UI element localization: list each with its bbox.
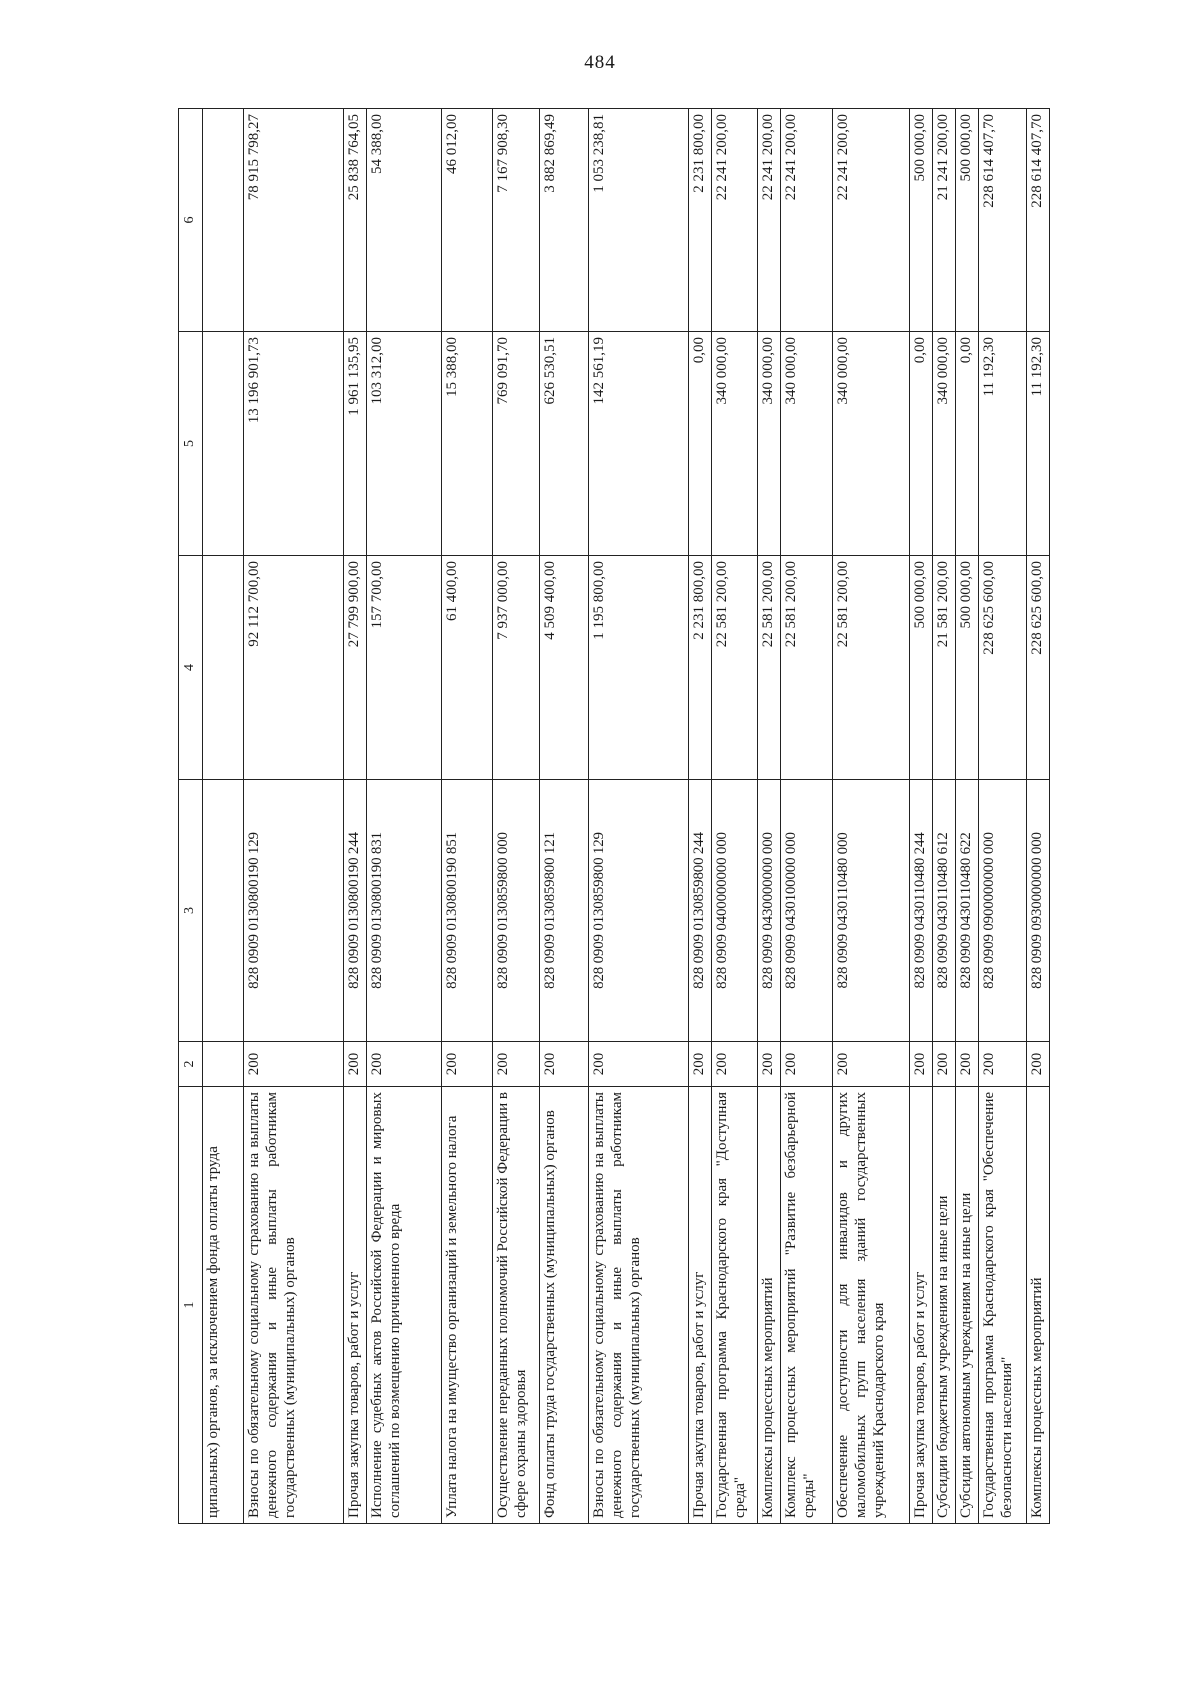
row-executed: 11 192,30 bbox=[1027, 332, 1050, 556]
row-remainder: 2 231 800,00 bbox=[688, 109, 711, 332]
row-plan: 22 581 200,00 bbox=[711, 556, 758, 780]
row-name: ципальных) органов, за исключением фонда оплаты труда bbox=[202, 1087, 243, 1524]
row-plan: 157 700,00 bbox=[367, 556, 441, 780]
row-name: Обеспечение доступности для инвалидов и других маломобильных групп населения зданий государственных учреждений Краснодарского края bbox=[832, 1087, 910, 1524]
row-code: 200 bbox=[441, 1042, 493, 1087]
table-row bbox=[493, 109, 540, 1524]
budget-table-rotated bbox=[178, 109, 1050, 1524]
row-plan: 500 000,00 bbox=[955, 556, 978, 780]
column-header: 6 bbox=[179, 109, 203, 332]
row-remainder: 7 167 908,30 bbox=[493, 109, 540, 332]
row-remainder: 228 614 407,70 bbox=[978, 109, 1027, 332]
row-code: 200 bbox=[780, 1042, 832, 1087]
table-row bbox=[910, 109, 933, 1524]
row-code: 200 bbox=[688, 1042, 711, 1087]
row-kbk: 828 0909 0130800190 831 bbox=[367, 780, 441, 1042]
row-plan: 2 231 800,00 bbox=[688, 556, 711, 780]
row-plan: 7 937 000,00 bbox=[493, 556, 540, 780]
row-plan: 4 509 400,00 bbox=[539, 556, 588, 780]
table-row bbox=[780, 109, 832, 1524]
table-row bbox=[933, 109, 956, 1524]
row-remainder: 78 915 798,27 bbox=[244, 109, 344, 332]
column-header: 1 bbox=[179, 1087, 203, 1524]
row-plan: 500 000,00 bbox=[910, 556, 933, 780]
row-code: 200 bbox=[711, 1042, 758, 1087]
row-executed: 626 530,51 bbox=[539, 332, 588, 556]
row-plan: 22 581 200,00 bbox=[758, 556, 781, 780]
row-executed: 13 196 901,73 bbox=[244, 332, 344, 556]
row-executed: 0,00 bbox=[955, 332, 978, 556]
row-executed: 1 961 135,95 bbox=[344, 332, 367, 556]
row-name: Взносы по обязательному социальному страхованию на выплаты денежного содержания и иные выплаты работникам государственных (муниципальных) органов bbox=[244, 1087, 344, 1524]
row-name: Комплекс процессных мероприятий "Развитие безбарьерной среды" bbox=[780, 1087, 832, 1524]
row-remainder: 3 882 869,49 bbox=[539, 109, 588, 332]
row-kbk: 828 0909 0130800190 851 bbox=[441, 780, 493, 1042]
row-plan: 228 625 600,00 bbox=[978, 556, 1027, 780]
row-executed: 11 192,30 bbox=[978, 332, 1027, 556]
row-plan: 22 581 200,00 bbox=[832, 556, 910, 780]
table-row bbox=[711, 109, 758, 1524]
row-kbk: 828 0909 0900000000 000 bbox=[978, 780, 1027, 1042]
row-executed: 340 000,00 bbox=[832, 332, 910, 556]
row-kbk: 828 0909 0430110480 622 bbox=[955, 780, 978, 1042]
row-plan: 22 581 200,00 bbox=[780, 556, 832, 780]
row-plan bbox=[202, 556, 243, 780]
row-plan: 92 112 700,00 bbox=[244, 556, 344, 780]
row-name: Государственная программа Краснодарского края "Доступная среда" bbox=[711, 1087, 758, 1524]
table-row bbox=[588, 109, 688, 1524]
row-executed: 340 000,00 bbox=[758, 332, 781, 556]
row-kbk: 828 0909 0130859800 000 bbox=[493, 780, 540, 1042]
row-remainder: 228 614 407,70 bbox=[1027, 109, 1050, 332]
row-code: 200 bbox=[955, 1042, 978, 1087]
row-executed: 103 312,00 bbox=[367, 332, 441, 556]
table-row bbox=[955, 109, 978, 1524]
row-kbk: 828 0909 0430100000 000 bbox=[780, 780, 832, 1042]
row-name: Прочая закупка товаров, работ и услуг bbox=[910, 1087, 933, 1524]
table-row bbox=[978, 109, 1027, 1524]
row-name: Субсидии автономным учреждениям на иные цели bbox=[955, 1087, 978, 1524]
page-number: 484 bbox=[584, 52, 616, 73]
row-kbk: 828 0909 0130859800 244 bbox=[688, 780, 711, 1042]
row-remainder: 500 000,00 bbox=[955, 109, 978, 332]
row-name: Взносы по обязательному социальному страхованию на выплаты денежного содержания и иные выплаты работникам государственных (муниципальных) органов bbox=[588, 1087, 688, 1524]
row-code bbox=[202, 1042, 243, 1087]
row-name: Исполнение судебных актов Российской Федерации и мировых соглашений по возмещению причиненного вреда bbox=[367, 1087, 441, 1524]
row-kbk: 828 0909 0430000000 000 bbox=[758, 780, 781, 1042]
row-code: 200 bbox=[244, 1042, 344, 1087]
row-name: Осуществление переданных полномочий Российской Федерации в сфере охраны здоровья bbox=[493, 1087, 540, 1524]
row-kbk: 828 0909 0130859800 121 bbox=[539, 780, 588, 1042]
column-header: 4 bbox=[179, 556, 203, 780]
row-executed: 769 091,70 bbox=[493, 332, 540, 556]
row-name: Уплата налога на имущество организаций и земельного налога bbox=[441, 1087, 493, 1524]
table-row bbox=[832, 109, 910, 1524]
row-plan: 21 581 200,00 bbox=[933, 556, 956, 780]
table-row bbox=[441, 109, 493, 1524]
table-row bbox=[688, 109, 711, 1524]
row-remainder: 54 388,00 bbox=[367, 109, 441, 332]
table-row bbox=[244, 109, 344, 1524]
row-name: Комплексы процессных мероприятий bbox=[1027, 1087, 1050, 1524]
row-name: Прочая закупка товаров, работ и услуг bbox=[688, 1087, 711, 1524]
row-code: 200 bbox=[758, 1042, 781, 1087]
row-remainder: 1 053 238,81 bbox=[588, 109, 688, 332]
row-plan: 228 625 600,00 bbox=[1027, 556, 1050, 780]
table-row bbox=[1027, 109, 1050, 1524]
row-remainder bbox=[202, 109, 243, 332]
row-remainder: 22 241 200,00 bbox=[780, 109, 832, 332]
header-row bbox=[179, 109, 203, 1524]
row-name: Фонд оплаты труда государственных (муниципальных) органов bbox=[539, 1087, 588, 1524]
row-remainder: 500 000,00 bbox=[910, 109, 933, 332]
row-remainder: 22 241 200,00 bbox=[758, 109, 781, 332]
column-header: 3 bbox=[179, 780, 203, 1042]
table-row bbox=[367, 109, 441, 1524]
table-row bbox=[539, 109, 588, 1524]
row-code: 200 bbox=[832, 1042, 910, 1087]
row-executed: 0,00 bbox=[910, 332, 933, 556]
column-header: 2 bbox=[179, 1042, 203, 1087]
row-code: 200 bbox=[588, 1042, 688, 1087]
row-code: 200 bbox=[933, 1042, 956, 1087]
row-kbk bbox=[202, 780, 243, 1042]
row-kbk: 828 0909 0130800190 244 bbox=[344, 780, 367, 1042]
row-plan: 61 400,00 bbox=[441, 556, 493, 780]
row-remainder: 25 838 764,05 bbox=[344, 109, 367, 332]
row-remainder: 22 241 200,00 bbox=[832, 109, 910, 332]
row-name: Комплексы процессных мероприятий bbox=[758, 1087, 781, 1524]
row-executed bbox=[202, 332, 243, 556]
column-header: 5 bbox=[179, 332, 203, 556]
row-kbk: 828 0909 0930000000 000 bbox=[1027, 780, 1050, 1042]
row-executed: 340 000,00 bbox=[711, 332, 758, 556]
row-kbk: 828 0909 0430110480 612 bbox=[933, 780, 956, 1042]
row-code: 200 bbox=[367, 1042, 441, 1087]
row-executed: 0,00 bbox=[688, 332, 711, 556]
row-code: 200 bbox=[539, 1042, 588, 1087]
row-kbk: 828 0909 0130800190 129 bbox=[244, 780, 344, 1042]
row-code: 200 bbox=[910, 1042, 933, 1087]
row-remainder: 22 241 200,00 bbox=[711, 109, 758, 332]
table-row bbox=[202, 109, 243, 1524]
row-kbk: 828 0909 0430110480 244 bbox=[910, 780, 933, 1042]
row-code: 200 bbox=[978, 1042, 1027, 1087]
row-executed: 340 000,00 bbox=[933, 332, 956, 556]
row-executed: 142 561,19 bbox=[588, 332, 688, 556]
row-code: 200 bbox=[1027, 1042, 1050, 1087]
row-plan: 1 195 800,00 bbox=[588, 556, 688, 780]
table-row bbox=[344, 109, 367, 1524]
row-code: 200 bbox=[493, 1042, 540, 1087]
row-code: 200 bbox=[344, 1042, 367, 1087]
row-executed: 340 000,00 bbox=[780, 332, 832, 556]
row-remainder: 21 241 200,00 bbox=[933, 109, 956, 332]
row-name: Государственная программа Краснодарского края "Обеспечение безопасности населения" bbox=[978, 1087, 1027, 1524]
row-kbk: 828 0909 0430110480 000 bbox=[832, 780, 910, 1042]
table-row bbox=[758, 109, 781, 1524]
row-plan: 27 799 900,00 bbox=[344, 556, 367, 780]
row-remainder: 46 012,00 bbox=[441, 109, 493, 332]
row-kbk: 828 0909 0130859800 129 bbox=[588, 780, 688, 1042]
row-name: Прочая закупка товаров, работ и услуг bbox=[344, 1087, 367, 1524]
row-name: Субсидии бюджетным учреждениям на иные цели bbox=[933, 1087, 956, 1524]
row-kbk: 828 0909 0400000000 000 bbox=[711, 780, 758, 1042]
row-executed: 15 388,00 bbox=[441, 332, 493, 556]
budget-table bbox=[178, 108, 1050, 1524]
